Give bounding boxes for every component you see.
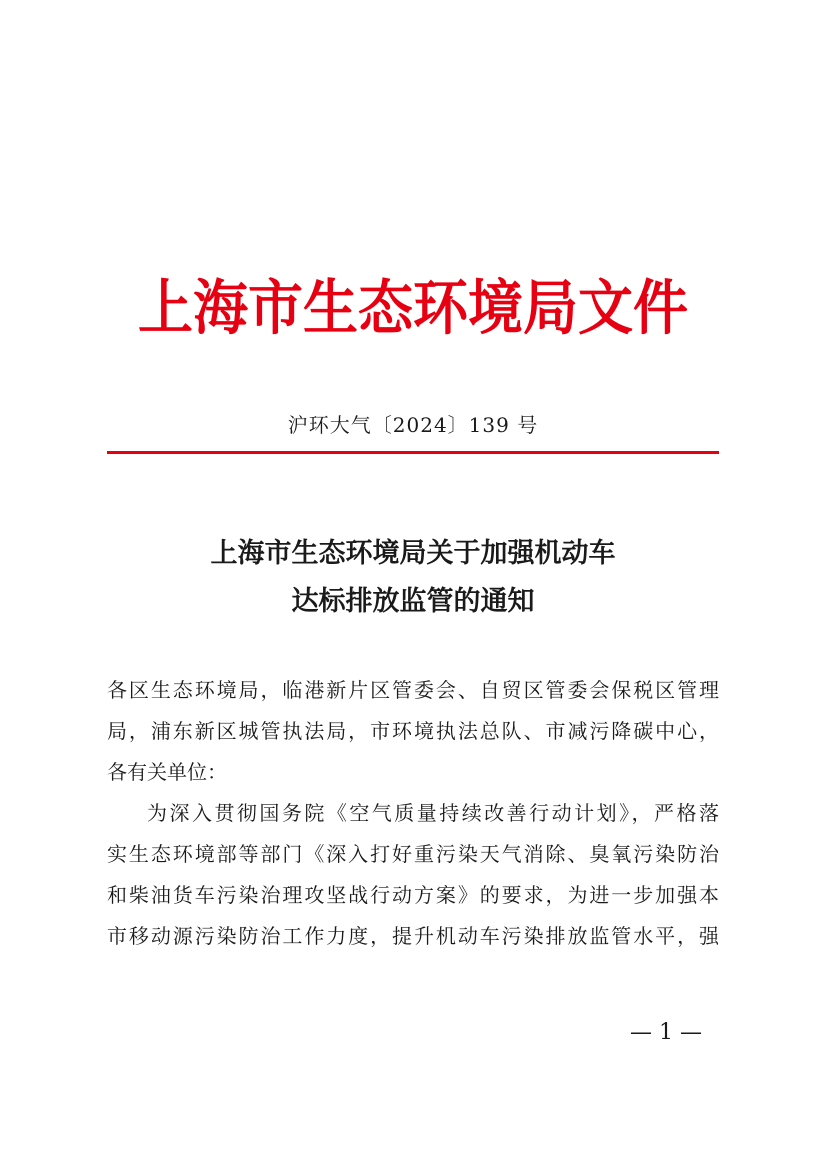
- addressee-line-1: 各区生态环境局，临港新片区管委会、自贸区管委会保税区管理: [107, 678, 719, 702]
- notice-title: [0, 530, 826, 626]
- body-text: [107, 670, 719, 957]
- notice-title-line-2: 达标排放监管的通知: [291, 586, 535, 617]
- notice-title-line-1: 上海市生态环境局关于加强机动车: [210, 538, 616, 569]
- document-number: 沪环大气〔2024〕139 号: [287, 413, 539, 437]
- paragraph-1-line-4: 市移动源污染防治工作力度，提升机动车污染排放监管水平，强: [107, 924, 719, 948]
- paragraph-1-line-3: 和柴油货车污染治理攻坚战行动方案》的要求，为进一步加强本: [107, 883, 719, 907]
- page-number: — 1 —: [630, 1020, 702, 1045]
- masthead-title: 上海市生态环境局文件: [137, 273, 688, 343]
- paragraph-1-line-2: 实生态环境部等部门《深入打好重污染天气消除、臭氧污染防治: [107, 842, 719, 866]
- addressee-line-3: 各有关单位：: [107, 760, 227, 784]
- addressee-line-2: 局，浦东新区城管执法局，市环境执法总队、市减污降碳中心，: [107, 719, 719, 743]
- paragraph-1-line-1: 为深入贯彻国务院《空气质量持续改善行动计划》，严格落: [147, 801, 719, 825]
- red-separator-rule: [107, 451, 719, 454]
